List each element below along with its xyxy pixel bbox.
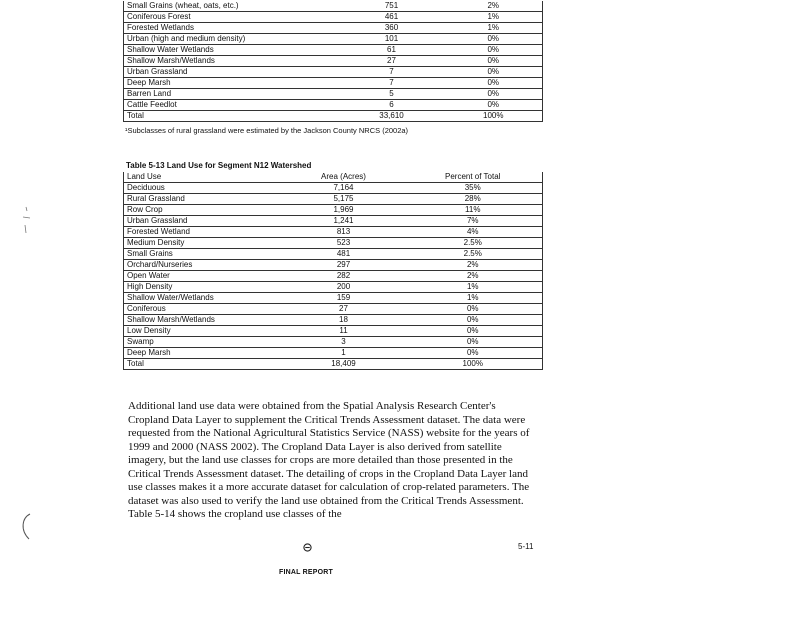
cell-land-use: High Density xyxy=(124,282,284,293)
cell-area: 282 xyxy=(284,271,404,282)
table-row xyxy=(124,194,543,205)
cell-area: 813 xyxy=(284,227,404,238)
table-row xyxy=(124,56,543,67)
cell-land-use: Coniferous xyxy=(124,304,284,315)
table-row xyxy=(124,45,543,56)
cell-area: 1,969 xyxy=(284,205,404,216)
cell-percent: 1% xyxy=(445,23,543,34)
table-row xyxy=(124,1,543,12)
table-row xyxy=(124,100,543,111)
cell-area: 7,164 xyxy=(284,183,404,194)
land-use-table-continued xyxy=(123,1,543,122)
table-row xyxy=(124,271,543,282)
cell-area: 18,409 xyxy=(284,359,404,370)
cell-area: 11 xyxy=(284,326,404,337)
table-row xyxy=(124,205,543,216)
table-row xyxy=(124,23,543,34)
cell-land-use: Deep Marsh xyxy=(124,78,339,89)
cell-percent: 100% xyxy=(404,359,543,370)
cell-percent: 28% xyxy=(404,194,543,205)
cell-area: 200 xyxy=(284,282,404,293)
cell-percent: 7% xyxy=(404,216,543,227)
cell-percent: 2% xyxy=(404,271,543,282)
table-title: Table 5-13 Land Use for Segment N12 Watershed xyxy=(126,161,312,170)
cell-area: 360 xyxy=(339,23,445,34)
table-row xyxy=(124,238,543,249)
cell-land-use: Urban (high and medium density) xyxy=(124,34,339,45)
cell-area: 461 xyxy=(339,12,445,23)
table-row xyxy=(124,78,543,89)
cell-area: 33,610 xyxy=(339,111,445,122)
scan-bracket-mark xyxy=(16,512,34,542)
cell-area: 6 xyxy=(339,100,445,111)
cell-land-use: Cattle Feedlot xyxy=(124,100,339,111)
header-land-use: Land Use xyxy=(124,172,284,183)
table-row xyxy=(124,67,543,78)
table-row xyxy=(124,249,543,260)
cell-land-use: Small Grains xyxy=(124,249,284,260)
cell-percent: 0% xyxy=(445,100,543,111)
cell-land-use: Shallow Marsh/Wetlands xyxy=(124,56,339,67)
cell-percent: 0% xyxy=(445,89,543,100)
cell-land-use: Deep Marsh xyxy=(124,348,284,359)
cell-land-use: Orchard/Nurseries xyxy=(124,260,284,271)
cell-area: 751 xyxy=(339,1,445,12)
page-number: 5-11 xyxy=(518,542,534,551)
table-footnote: ¹Subclasses of rural grassland were estimated by the Jackson County NRCS (2002a) xyxy=(125,126,409,135)
table-row xyxy=(124,227,543,238)
cell-area: 523 xyxy=(284,238,404,249)
cell-land-use: Coniferous Forest xyxy=(124,12,339,23)
cell-land-use: Shallow Marsh/Wetlands xyxy=(124,315,284,326)
cell-percent: 0% xyxy=(445,56,543,67)
cell-area: 27 xyxy=(339,56,445,67)
cell-land-use: Row Crop xyxy=(124,205,284,216)
cell-land-use: Total xyxy=(124,359,284,370)
cell-area: 3 xyxy=(284,337,404,348)
cell-percent: 0% xyxy=(404,326,543,337)
cell-land-use: Forested Wetland xyxy=(124,227,284,238)
cell-area: 18 xyxy=(284,315,404,326)
cell-percent: 2% xyxy=(404,260,543,271)
report-label: FINAL REPORT xyxy=(279,569,333,576)
cell-percent: 0% xyxy=(404,304,543,315)
cell-area: 101 xyxy=(339,34,445,45)
cell-percent: 0% xyxy=(445,67,543,78)
cell-land-use: Urban Grassland xyxy=(124,216,284,227)
cell-land-use: Medium Density xyxy=(124,238,284,249)
cell-area: 1,241 xyxy=(284,216,404,227)
cell-percent: 2% xyxy=(445,1,543,12)
cell-percent: 0% xyxy=(404,315,543,326)
cell-percent: 2.5% xyxy=(404,249,543,260)
table-row xyxy=(124,34,543,45)
cell-land-use: Rural Grassland xyxy=(124,194,284,205)
cell-percent: 4% xyxy=(404,227,543,238)
scan-speck-mark xyxy=(18,205,34,235)
cell-area: 159 xyxy=(284,293,404,304)
cell-percent: 100% xyxy=(445,111,543,122)
cell-percent: 0% xyxy=(445,45,543,56)
cell-land-use: Urban Grassland xyxy=(124,67,339,78)
table-row xyxy=(124,293,543,304)
table-row xyxy=(124,282,543,293)
table-row xyxy=(124,260,543,271)
cell-land-use: Small Grains (wheat, oats, etc.) xyxy=(124,1,339,12)
cell-land-use: Shallow Water/Wetlands xyxy=(124,293,284,304)
cell-area: 481 xyxy=(284,249,404,260)
cell-land-use: Deciduous xyxy=(124,183,284,194)
cell-percent: 0% xyxy=(404,348,543,359)
cell-area: 27 xyxy=(284,304,404,315)
cell-percent: 1% xyxy=(445,12,543,23)
cell-area: 61 xyxy=(339,45,445,56)
cell-area: 5 xyxy=(339,89,445,100)
cell-percent: 11% xyxy=(404,205,543,216)
table-total-row xyxy=(124,111,543,122)
table-row xyxy=(124,12,543,23)
header-area: Area (Acres) xyxy=(284,172,404,183)
table-row xyxy=(124,89,543,100)
cell-percent: 2.5% xyxy=(404,238,543,249)
cell-percent: 0% xyxy=(404,337,543,348)
cell-area: 7 xyxy=(339,67,445,78)
cell-area: 1 xyxy=(284,348,404,359)
cell-land-use: Open Water xyxy=(124,271,284,282)
cell-percent: 1% xyxy=(404,282,543,293)
body-paragraph: Additional land use data were obtained from the Spatial Analysis Research Center's Cropland Data Layer to supplement the Critical Trends Assessment dataset. The data were requested from the National Agricultural Statistics Service (NASS) website for the years of 1999 and 2000 (NASS 2002). The Cropland Data Layer is also derived from satellite imagery, but the land use classes for crops are more detailed than those presented in the Critical Trends Assessment dataset. The detailing of crops in the Cropland Data Layer land use classes makes it a more accurate dataset for calculation of crop-related parameters. The dataset was also used to verify the land use obtained from the Critical Trends Assessment. Table 5-14 shows the cropland use classes of the xyxy=(128,400,530,520)
table-row xyxy=(124,337,543,348)
table-row xyxy=(124,315,543,326)
cell-land-use: Low Density xyxy=(124,326,284,337)
cell-area: 297 xyxy=(284,260,404,271)
recycle-icon xyxy=(303,543,312,552)
table-row xyxy=(124,216,543,227)
cell-land-use: Forested Wetlands xyxy=(124,23,339,34)
table-row xyxy=(124,183,543,194)
cell-percent: 1% xyxy=(404,293,543,304)
cell-land-use: Shallow Water Wetlands xyxy=(124,45,339,56)
table-total-row xyxy=(124,359,543,370)
cell-land-use: Total xyxy=(124,111,339,122)
table-header-row xyxy=(124,172,543,183)
cell-land-use: Barren Land xyxy=(124,89,339,100)
cell-area: 5,175 xyxy=(284,194,404,205)
land-use-table-513 xyxy=(123,172,543,370)
cell-percent: 0% xyxy=(445,78,543,89)
cell-area: 7 xyxy=(339,78,445,89)
table-row xyxy=(124,326,543,337)
table-row xyxy=(124,304,543,315)
table-row xyxy=(124,348,543,359)
cell-land-use: Swamp xyxy=(124,337,284,348)
header-percent: Percent of Total xyxy=(404,172,543,183)
cell-percent: 0% xyxy=(445,34,543,45)
cell-percent: 35% xyxy=(404,183,543,194)
